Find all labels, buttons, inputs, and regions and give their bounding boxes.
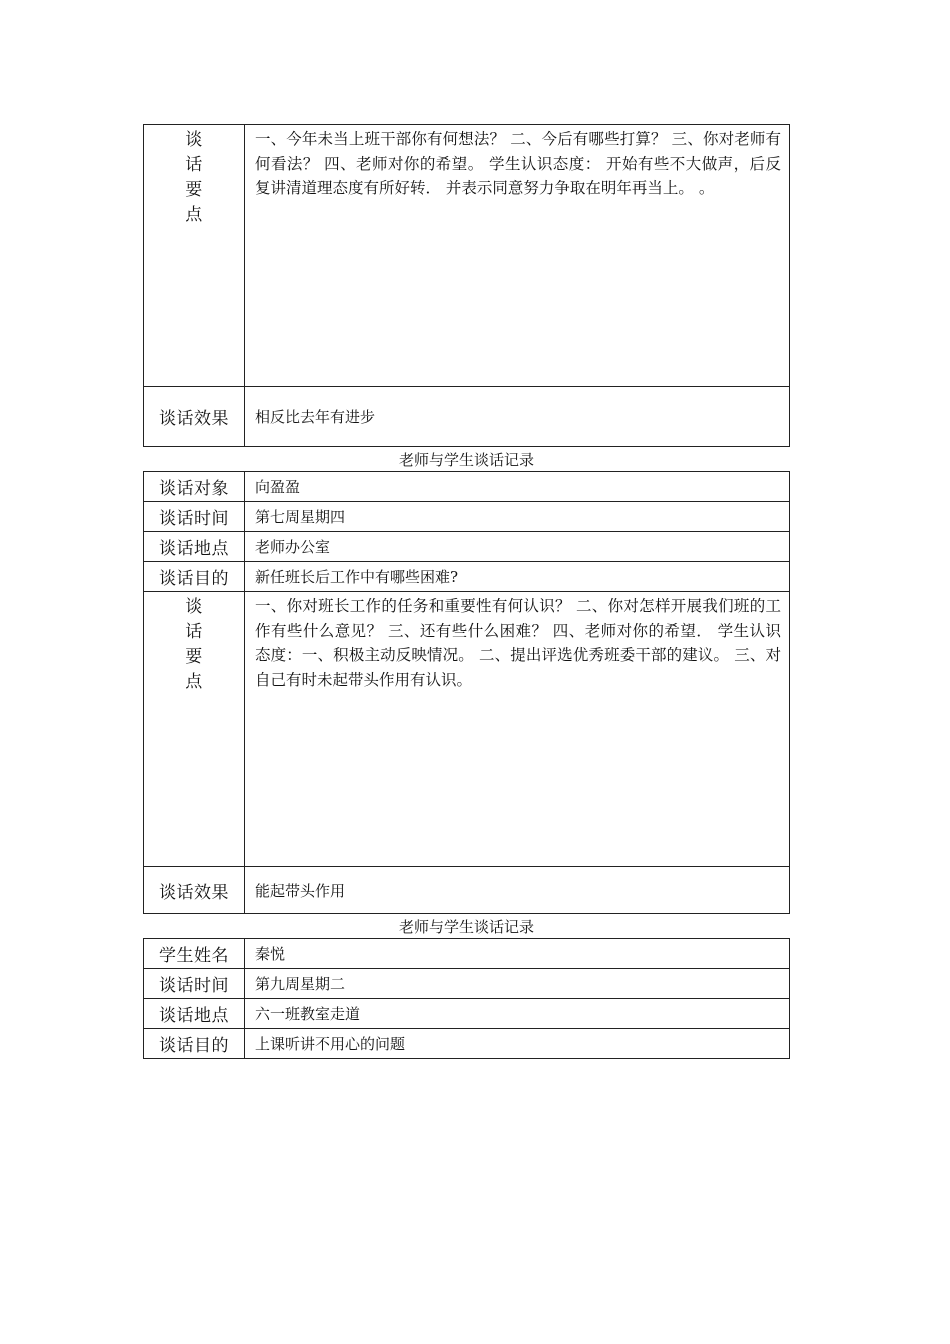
row-value: 向盈盈 [245,472,790,502]
record2-points-label [144,592,245,867]
table-row [144,502,790,532]
record2-effect-label: 谈话效果 [144,867,245,914]
table-row [144,1029,790,1059]
table-row [144,532,790,562]
record2-table [143,471,790,914]
label-char: 话 [185,155,203,175]
row-value: 老师办公室 [245,532,790,562]
record1-effect-value: 相反比去年有进步 [245,387,790,447]
row-value: 第七周星期四 [245,502,790,532]
row-value: 六一班教室走道 [245,999,790,1029]
row-value: 第九周星期二 [245,969,790,999]
table-row [144,472,790,502]
record3-table [143,938,790,1059]
record1-table [143,124,790,447]
row-label: 谈话时间 [144,502,245,532]
row-label: 学生姓名 [144,939,245,969]
record2-title: 老师与学生谈话记录 [398,451,534,469]
record1-effect-label: 谈话效果 [144,387,245,447]
record1-points-text: 一、今年未当上班干部你有何想法？ 二、今后有哪些打算？ 三、你对老师有何看法？ 四、老师对你的希望。 学生认识态度： 开始有些不大做声，后反复讲清道理态度有所好转． 并表示同意努力争取在明年再当上。 。 [245,125,790,387]
label-char: 点 [185,672,203,692]
record3-title: 老师与学生谈话记录 [398,918,534,936]
row-label: 谈话目的 [144,1029,245,1059]
row-value: 新任班长后工作中有哪些困难? [245,562,790,592]
label-char: 话 [185,622,203,642]
record2-effect-value: 能起带头作用 [245,867,790,914]
record2-points-text: 一、你对班长工作的任务和重要性有何认识？ 二、你对怎样开展我们班的工作有些什么意见？ 三、还有些什么困难？ 四、老师对你的希望． 学生认识态度：一、积极主动反映情况。 二、提出评选优秀班委干部的建议。 三、对自己有时未起带头作用有认识。 [245,592,790,867]
table-row [144,562,790,592]
table-row [144,939,790,969]
row-label: 谈话地点 [144,532,245,562]
record1-points-label [144,125,245,387]
row-label: 谈话地点 [144,999,245,1029]
label-char: 点 [185,205,203,225]
label-char: 要 [185,647,203,667]
label-char: 谈 [185,597,203,617]
label-char: 谈 [185,130,203,150]
row-label: 谈话对象 [144,472,245,502]
row-value: 上课听讲不用心的问题 [245,1029,790,1059]
label-char: 要 [185,180,203,200]
row-label: 谈话目的 [144,562,245,592]
row-value: 秦悦 [245,939,790,969]
row-label: 谈话时间 [144,969,245,999]
table-row [144,969,790,999]
table-row [144,999,790,1029]
